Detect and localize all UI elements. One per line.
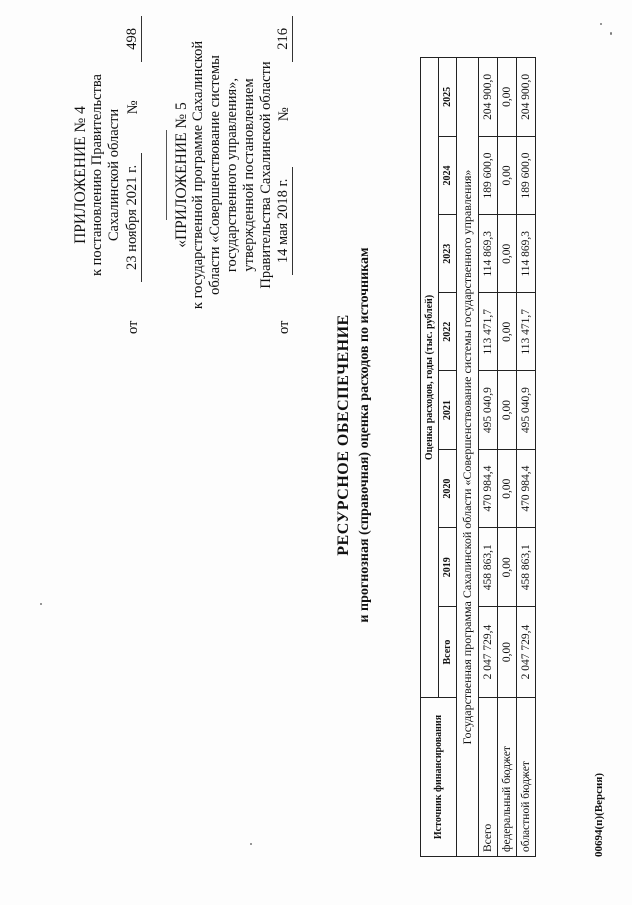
column-header: 2023	[439, 215, 457, 293]
table-cell: 0,00	[498, 371, 517, 450]
scan-speck	[40, 603, 42, 605]
table-row	[517, 58, 536, 857]
table-cell: 470 984,4	[517, 449, 536, 528]
scan-speck	[610, 32, 612, 35]
program-name: Государственная программа Сахалинской области «Совершенствование системы государственного управления»	[457, 58, 479, 857]
scan-speck	[600, 23, 602, 25]
appendix-5-line5: Правительства Сахалинской области	[258, 61, 274, 289]
separator-line	[166, 130, 167, 220]
table-header-row	[421, 58, 439, 857]
row-source: Всего	[479, 698, 498, 857]
column-header: 2025	[439, 58, 457, 137]
table-cell: 204 900,0	[517, 58, 536, 137]
table-cell: 470 984,4	[479, 449, 498, 528]
table-cell: 495 040,9	[517, 371, 536, 450]
appendix-4-header	[72, 10, 142, 340]
column-header: 2022	[439, 293, 457, 371]
row-source: областной бюджет	[517, 698, 536, 857]
table-cell: 0,00	[498, 528, 517, 607]
footer-code: 00694(п)(Версия)	[593, 773, 605, 857]
table-cell: 2 047 729,4	[517, 607, 536, 698]
table-cell: 0,00	[498, 215, 517, 293]
appendix-4-title: ПРИЛОЖЕНИЕ № 4	[72, 106, 89, 244]
column-header: Всего	[439, 607, 457, 698]
table-cell: 458 863,1	[479, 528, 498, 607]
appendix-5-date: 14 мая 2018 г.	[275, 167, 293, 276]
title-block	[335, 205, 373, 665]
table-cell: 458 863,1	[517, 528, 536, 607]
table-cell: 114 869,3	[517, 215, 536, 293]
table-cell: 113 471,7	[517, 293, 536, 371]
appendix-5-number: 216	[275, 16, 293, 62]
column-header: 2019	[439, 528, 457, 607]
table-cell: 0,00	[498, 136, 517, 215]
table-cell: 2 047 729,4	[479, 607, 498, 698]
table-row	[479, 58, 498, 857]
appendix-5-number-label: №	[276, 107, 292, 122]
source-header: Источник финансирования	[421, 698, 457, 857]
appendix-5-line2: области «Совершенствование системы	[207, 55, 223, 295]
table-cell: 0,00	[498, 607, 517, 698]
row-source: федеральный бюджет	[498, 698, 517, 857]
funding-table	[420, 57, 536, 857]
program-row	[457, 58, 479, 857]
appendix-4-from-label: от	[125, 320, 141, 334]
appendix-4-line1: к постановлению Правительства	[89, 74, 105, 276]
appendix-4-date-row	[124, 10, 142, 340]
document-subtitle: и прогнозная (справочная) оценка расходов по источникам	[357, 247, 372, 623]
appendix-5-line4: утвержденной постановлением	[241, 78, 257, 272]
table-cell: 189 600,0	[517, 136, 536, 215]
scan-speck	[250, 843, 252, 845]
appendix-5-line1: к государственной программе Сахалинской	[190, 40, 206, 310]
appendix-4-line2: Сахалинской области	[106, 108, 122, 242]
table-cell: 0,00	[498, 58, 517, 137]
appendix-4-number: 498	[124, 16, 142, 62]
appendix-5-title: «ПРИЛОЖЕНИЕ № 5	[173, 102, 190, 248]
appendix-5-from-label: от	[276, 320, 292, 334]
table-cell: 495 040,9	[479, 371, 498, 450]
table-cell: 204 900,0	[479, 58, 498, 137]
table-cell: 0,00	[498, 293, 517, 371]
appendix-4-date: 23 ноября 2021 г.	[124, 153, 142, 282]
column-header: 2020	[439, 449, 457, 528]
document-title: РЕСУРСНОЕ ОБЕСПЕЧЕНИЕ	[335, 314, 352, 556]
table-cell: 189 600,0	[479, 136, 498, 215]
estimate-header: Оценка расходов, годы (тыс. рублей)	[421, 58, 439, 698]
column-header: 2021	[439, 371, 457, 450]
table-cell: 113 471,7	[479, 293, 498, 371]
appendix-5-line3: государственного управления»,	[224, 77, 240, 273]
column-header: 2024	[439, 136, 457, 215]
appendix-5-date-row	[275, 10, 293, 340]
appendix-5-header	[160, 10, 293, 340]
table-cell: 114 869,3	[479, 215, 498, 293]
table-row	[498, 58, 517, 857]
table-cell: 0,00	[498, 449, 517, 528]
appendix-4-number-label: №	[125, 100, 141, 115]
